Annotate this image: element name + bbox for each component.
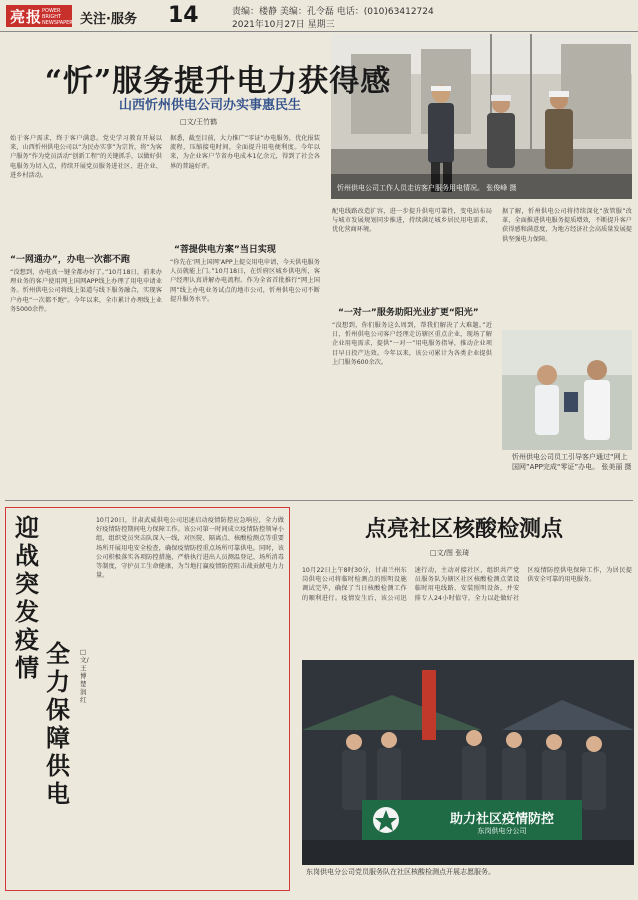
article3-headline: 点亮社区核酸检测点	[364, 516, 563, 542]
article1-col3-para1: 配电线路改造扩容，进一步提升供电可靠性，变电站布局与城市发展规划同步推进，持续满足城乡居民用电需求，优化营商环境。	[332, 208, 492, 234]
editor-line: 责编：楼静 美编：孔令磊 电话：(010)63412724	[232, 7, 434, 17]
article1-col2-subhead: “菩提供电方案”当日实现	[174, 245, 276, 255]
article1-byline: □文/王竹鹤	[180, 118, 217, 126]
article1-photo-caption: 忻州供电公司工作人员走访客户服务用电情况。 张俊峰 摄	[337, 184, 517, 192]
masthead-logo	[6, 5, 72, 27]
photo-banner-subtext: 东岗供电分公司	[477, 827, 527, 835]
article1-col2-para2: “你先在‘网上国网’APP上提交用电申请，今天供电服务人员就能上门。”10月18日，在忻府区城乡供电所，客户经理认真讲解办电流程。作为全省首批推行“网上国网”线上办电业务试点的地市公司，忻州供电公司不断提升服务水平。	[170, 259, 320, 303]
service-photo-illustration	[502, 330, 632, 450]
article1-photo2	[502, 330, 632, 450]
article3-body: 10月22日上午8时30分，甘肃兰州东岗供电公司将临时检测点的照明设施调试完毕，确保了当日核酸检测工作的顺利进行。疫情发生后，该公司迅速行动，主动对接社区，组织共产党员服务队为辖区社区核酸检测点架设临时用电线路、安装照明设备，并安排专人24小时值守，全力以赴做好社区疫情防控供电保障工作，为居民提供安全可靠的用电服务。	[302, 567, 632, 602]
section-divider	[5, 500, 633, 501]
page-number: 14	[168, 3, 199, 28]
article3-byline: □文/图 张琦	[430, 549, 470, 557]
masthead-title: 亮报	[10, 8, 43, 26]
article3-photo-caption: 东岗供电分公司党员服务队在社区核酸检测点开展志愿服务。	[306, 868, 495, 876]
article1-col3-subhead: “一对一”服务助阳光业扩更“阳光”	[338, 308, 479, 318]
article1-col2-para1: 据悉，截至目前，大力推广“零证”办电服务，优化报装流程，压缩接电时间，全面提升用电便利度。今年以来，为企业客户节省办电成本1亿余元，得到了社会各界的普遍好评。	[170, 135, 320, 170]
page-header	[0, 0, 638, 32]
article1-col1-subhead: “一网通办”，办电一次都不跑	[10, 255, 130, 265]
article2-body: 10月20日，甘肃武威供电公司迅速启动疫情防控应急响应，全力做好疫情防控期间电力保障工作。该公司第一时间成立疫情防控领导小组，组织党员突击队深入一线，对医院、隔离点、核酸检测点等重要场所开展用电安全检查，确保疫情防控重点场所可靠供电。同时，该公司积极落实各项防控措施，严格执行进出人员测温登记、场所消毒等制度，守护员工生命健康，为当地打赢疫情防控阻击战贡献电力力量。	[96, 517, 284, 580]
article1-photo2-caption: 忻州供电公司员工引导客户通过“网上国网”APP完成“零证”办电。 张美丽 摄	[512, 453, 632, 471]
issue-date: 2021年10月27日 星期三	[232, 20, 335, 30]
photo-banner-text: 助力社区疫情防控	[449, 812, 554, 827]
article1-subheadline: 山西忻州供电公司办实事惠民生	[118, 98, 301, 113]
section-name: 关注·服务	[80, 12, 137, 27]
article1-col1-para2: “没想到，办电真一键全都办好了。”10月18日，前来办理业务的客户使用网上国网APP线上办理了用电申请业务。忻州供电公司将线上渠道与线下服务融合，实现客户办电“一次都不跑”。今年以来，全市累计办理线上业务5000余件。	[10, 269, 162, 313]
masthead-subtitle: POWER BRIGHT NEWSPAPER	[42, 8, 73, 26]
article2-headline-part2: 全力保障供电	[46, 639, 70, 808]
article1-col3-para2: “没想到，你们服务这么周到，帮我们解决了大难题。”近日，忻州供电公司客户经理走访辖区重点企业，现场了解企业用电需求，提供“一对一”用电服务指导，推动企业项目早日投产达效。今年以来，该公司累计为各类企业提供上门服务600余次。	[332, 322, 492, 366]
article1-col4-para1: 据了解，忻州供电公司将持续深化“放管服”改革，全面推进供电服务提质增效，不断提升客户获得感和满意度，为地方经济社会高质量发展提供坚强电力保障。	[502, 208, 632, 243]
article2-byline: □文/王博 楚润红	[80, 648, 89, 704]
article1-col1-para1: 始于客户需求，终于客户满意。党史学习教育开展以来，山西忻州供电公司以“为民办实事”为宗旨，将“为客户服务”作为党员活动“创新工程”的关键抓手，以做好供电服务为切入点，持续开展党员服务进社区、进企业、进乡村活动。	[10, 135, 162, 179]
article1-headline: “忻”服务提升电力获得感	[44, 64, 392, 99]
article3-photo	[302, 660, 634, 865]
article2-headline-part1: 迎战突发疫情	[15, 513, 39, 682]
